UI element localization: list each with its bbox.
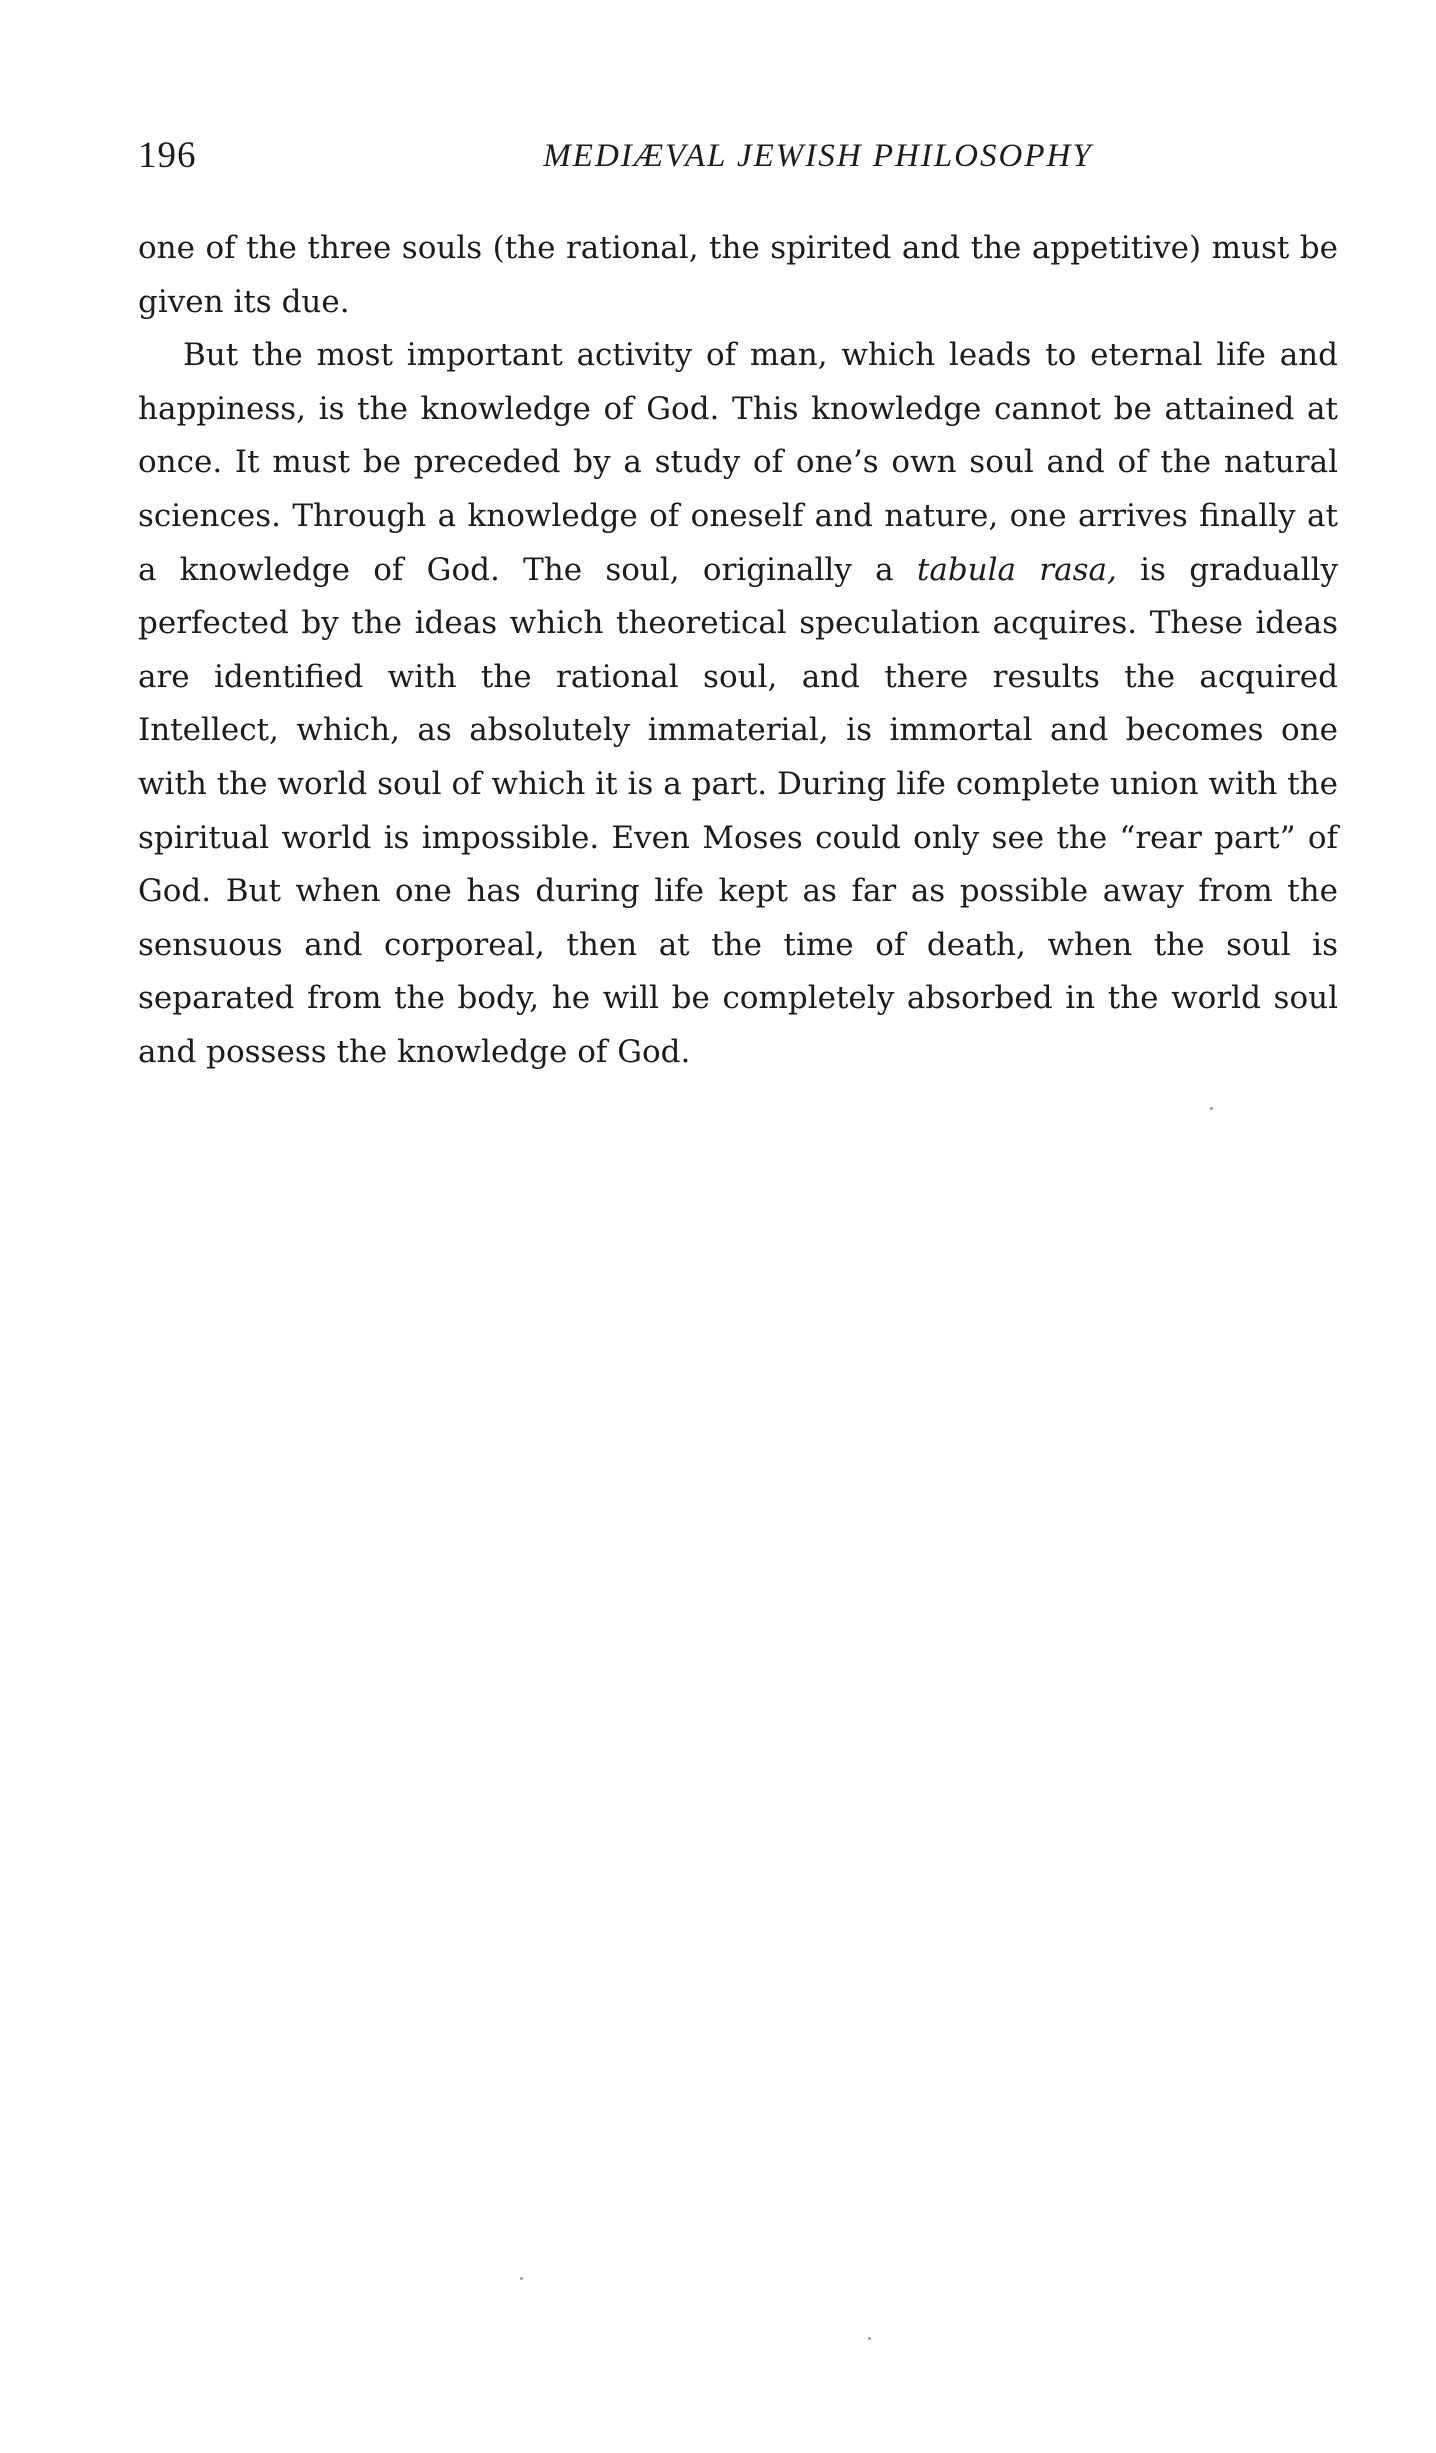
paragraph-knowledge-of-god [138, 329, 1338, 1079]
running-title: MEDIÆVAL JEWISH PHILOSOPHY [543, 138, 1093, 174]
paper-speck [868, 2337, 871, 2340]
running-head [138, 132, 1338, 180]
paragraph-continuation: one of the three souls (the rational, the spirited and the appetitive) must be given its due. [138, 230, 1338, 320]
paper-speck [520, 2277, 523, 2280]
paper-speck [1210, 1107, 1213, 1110]
paragraph-text-before-italic: But the most important activity of man, which leads to eternal life and happiness, is the knowledge of God. This knowledge cannot be attained at once. It must be preceded by a study of one’s own soul and of the natural sciences. Through a knowledge of oneself and nature, one arrives finally at a knowledge of God. The soul, originally a [138, 337, 1338, 588]
paragraph-text-after-italic: is gradually perfected by the ideas which theoretical speculation acquires. These ideas are identified with the rational soul, and there results the acquired Intellect, which, as absolutely immaterial, is immortal and becomes one with the world soul of which it is a part. During life complete union with the spiritual world is impossible. Even Moses could only see the “rear part” of God. But when one has during life kept as far as possible away from the sensuous and corporeal, then at the time of death, when the soul is separated from the body, he will be completely absorbed in the world soul and possess the knowledge of God. [138, 551, 1339, 1070]
body-text [138, 222, 1338, 1080]
page-number: 196 [138, 135, 197, 176]
italic-term-tabula-rasa: tabula rasa, [916, 551, 1117, 588]
